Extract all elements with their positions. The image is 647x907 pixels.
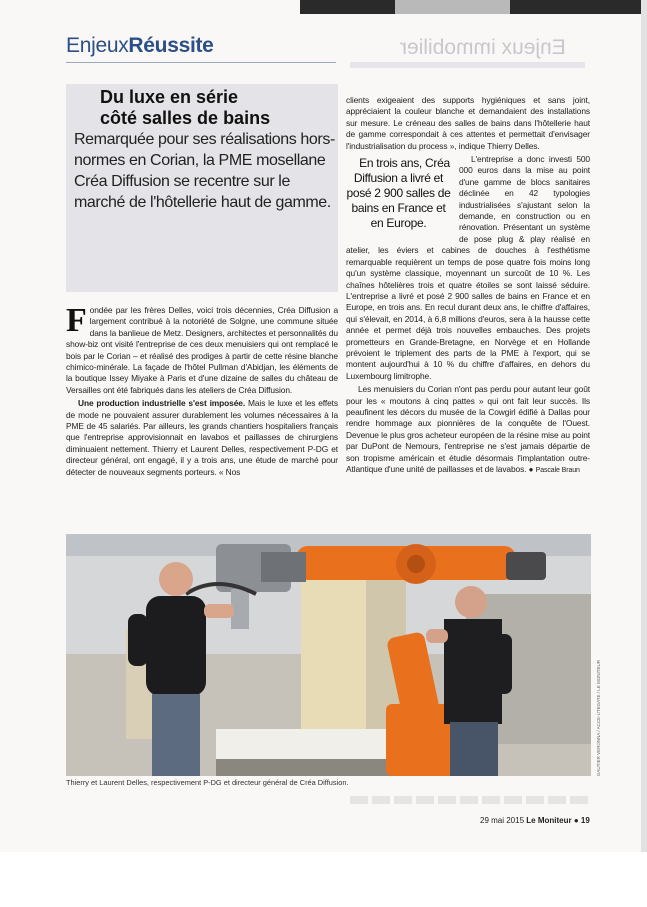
photo-credit: GAUTIER VERONNA / ACCE-UTEGATE / LE MONITEUR bbox=[596, 660, 601, 777]
photo-caption: Thierry et Laurent Delles, respectivement P-DG et directeur général de Créa Diffusion. bbox=[66, 778, 349, 787]
section-heading-bold: Réussite bbox=[128, 34, 214, 57]
paragraph-1-text: ondée par les frères Delles, voici trois décennies, Créa Diffusion a largement contribué à la notoriété de Solgne, une commune située dans la banlieue de Metz. Designers, architectes et personnalités du show-biz ont visité l'entreprise de ces deux menuisiers qui ont remplacé le bois par le Corian – et réalisé des prodiges à partir de cette résine blanche chimico-minérale. La façade de l'hôtel Pullman d'Abidjan, les éléments de la boutique Issey Miyake à Paris et d'une dizaine de salles du château de Versailles ont été fabriqués dans les ateliers de Créa Diffusion. bbox=[66, 305, 338, 395]
heading-rule bbox=[66, 62, 336, 63]
paragraph-2-text: Mais le luxe et les effets de mode ne pouvaient assurer durablement les volumes nécessaires à la PME de 45 salariés. Par ailleurs, les grands chantiers hospitaliers français que l'entreprise approvisionnait en lavabos et paillasses de chirurgiens diminuaient nettement. Thierry et Laurent Delles, respectivement P-DG et directeur général, ont engagé, il y a trois ans, une étude de marché pour détecter de nouveaux segments porteurs. « Nos bbox=[66, 398, 338, 477]
paragraph-4-text: L'entreprise a donc investi 500 000 euros dans la mise au point d'une gamme de blocs sanitaires déclinée en 42 typologies industrialisées s'ajustant selon la demande, en construction ou en rénovation. Présentant un système de pose plug & play réalisé en atelier, les éviers et cabines de douches à l'esthétisme remarquable requièrent un temps de pose quatre fois moins long qu'un système classique, moyennant un surcoût de 10 %. Les chaînes hôtelières trois et quatre étoiles se sont laissé séduire. L'entreprise a livré et posé 2 900 salles de bains en France et en Europe, en trois ans. En recul durant deux ans, le chiffre d'affaires, qui s'élevait, en 2014, à 6,8 millions d'euros, sera à la hausse cette année et permet déjà trois nouvelles embauches. Des projets prometteurs en Grande-Bretagne, en Norvège et en Hollande prévoient le triplement des parts de la PME à l'export, qui se montent aujourd'hui à 10 % du chiffre d'affaires, en dehors du Luxembourg limitrophe. bbox=[346, 154, 590, 381]
paragraph-2 bbox=[66, 398, 338, 478]
folio bbox=[480, 816, 590, 825]
drop-cap: F bbox=[66, 302, 87, 339]
pull-quote: En trois ans, Créa Diffusion a livré et posé 2 900 salles de bains en France et en Europe. bbox=[346, 156, 451, 231]
left-column bbox=[66, 302, 338, 480]
right-column bbox=[346, 95, 590, 478]
page-number: 19 bbox=[580, 816, 590, 825]
title-line-1: Du luxe en série bbox=[100, 87, 239, 107]
scan-edge-light bbox=[395, 0, 510, 14]
title-line-2: côté salles de bains bbox=[100, 108, 271, 128]
folio-bullet-icon: ● bbox=[573, 816, 579, 825]
scan-edge-right bbox=[641, 0, 647, 907]
section-heading bbox=[66, 34, 214, 58]
paragraph-3: clients exigeaient des supports hygiéniques et sans joint, appréciaient la couleur blanche et demandaient des installations sur mesure. Le créneau des salles de bains dans l'hôtellerie haut de gamme correspondait à ces attentes et permettait d'envisager l'industrialisation du process », indique Thierry Delles. bbox=[346, 95, 590, 151]
issue-date: 29 mai 2015 bbox=[480, 816, 525, 825]
show-through-bar bbox=[350, 62, 585, 68]
section-heading-light: Enjeux bbox=[66, 34, 129, 57]
publication-name: Le Moniteur bbox=[526, 816, 572, 825]
photo bbox=[66, 534, 591, 776]
paragraph-5 bbox=[346, 384, 590, 476]
paragraph-2-leadin: Une production industrielle s'est imposée. bbox=[78, 398, 246, 409]
standfirst: Remarquée pour ses réalisations hors-normes en Corian, la PME mosellane Créa Diffusion se recentre sur le marché de l'hôtellerie haut de gamme. bbox=[74, 131, 335, 211]
byline: Pascale Braun bbox=[535, 467, 580, 474]
show-through-footer bbox=[350, 796, 590, 804]
article-title bbox=[100, 87, 330, 129]
paragraph-5-text: Les menuisiers du Corian n'ont pas perdu pour autant leur goût pour les « moutons à cinq pattes » qui ont fait leur succès. Ils peaufinent les décors du musée de la Cowgirl édifié à Dallas pour rendre hommage aux pionnières de la conquête de l'Ouest. Devenue le plus gros acheteur européen de la résine mise au point par DuPont de Nemours, l'entreprise ne s'est jamais départie de son tropisme américain et étudie désormais l'implantation outre-Atlantique d'une unité de paillasses et de lavabos. bbox=[346, 384, 590, 474]
scan-margin-bottom bbox=[0, 852, 647, 907]
paragraph-1 bbox=[66, 302, 338, 396]
robot-workshop-illustration bbox=[66, 534, 591, 776]
paragraph-4 bbox=[346, 154, 590, 382]
show-through-heading: Enjeux immobilier bbox=[400, 36, 566, 59]
byline-bullet-icon: ● bbox=[528, 465, 534, 474]
